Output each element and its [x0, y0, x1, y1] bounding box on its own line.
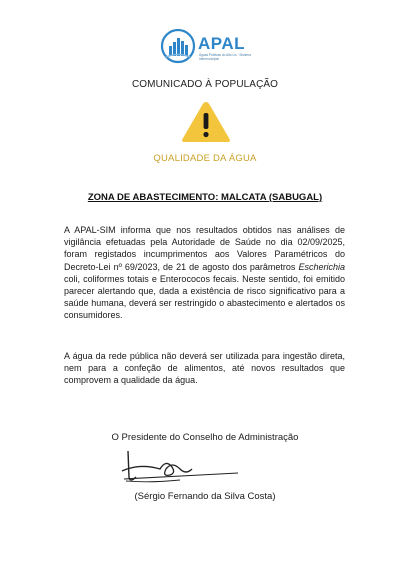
notice-subheading: QUALIDADE DA ÁGUA — [153, 153, 257, 164]
handwritten-signature-icon — [120, 447, 240, 489]
logo-tagline: Águas Públicas do Alto Lis · Sistema Intermunicipal — [199, 53, 251, 61]
signatory-name: (Sérgio Fernando da Silva Costa) — [134, 491, 276, 502]
apal-logo-mark-icon — [160, 28, 196, 64]
warning-triangle-icon — [180, 99, 232, 145]
paragraph-1 — [64, 224, 345, 322]
notice-heading: COMUNICADO À POPULAÇÃO — [131, 79, 279, 90]
logo-wordmark: APAL — [198, 34, 246, 53]
paragraph-1-italic: Escherichia — [298, 261, 345, 272]
paragraph-1-part-b: coli, coliformes totais e Enterococos fecais. Neste sentido, foi emitido parecer alertando que, dada a existência de risco significativo para a saúde humana, deverá ser restringido o abastecimento e alertados os consumidores. — [64, 273, 345, 321]
apal-logo — [160, 28, 270, 68]
supply-zone-title — [0, 192, 410, 203]
paragraph-1-part-a: A APAL-SIM informa que nos resultados obtidos nas análises de vigilância efetuadas pela Autoridade de Saúde no dia 02/09/2025, foram registados incumprimentos aos Valores Paramétricos do Decreto-Lei nº 69/2023, de 21 de agosto dos parâmetros — [64, 225, 345, 272]
supply-zone-text: ZONA DE ABASTECIMENTO: MALCATA (SABUGAL) — [87, 192, 323, 203]
signatory-title: O Presidente do Conselho de Administração — [111, 432, 299, 443]
paragraph-2: A água da rede pública não deverá ser utilizada para ingestão direta, nem para a confeção de alimentos, até novos resultados que comprovem a qualidade da água. — [64, 351, 345, 386]
